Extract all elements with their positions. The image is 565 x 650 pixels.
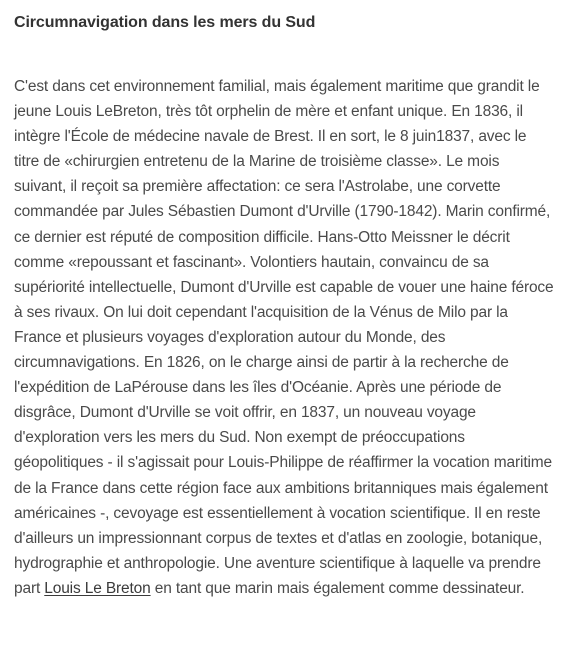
article-title: Circumnavigation dans les mers du Sud	[14, 14, 316, 31]
paragraph-text-after-link: en tant que marin mais également comme dessinateur.	[150, 579, 525, 597]
article	[14, 10, 555, 601]
article-paragraph	[14, 74, 555, 601]
paragraph-text-before-link: C'est dans cet environnement familial, mais également maritime que grandit le jeune Louis LeBreton, très tôt orphelin de mère et enfant unique. En 1836, il intègre l'École de médecine navale de Brest. Il en sort, le 8 juin1837, avec le titre de «chirurgien entretenu de la Marine de troisième classe». Le mois suivant, il reçoit sa première affectation: ce sera l'Astrolabe, une corvette commandée par Jules Sébastien Dumont d'Urville (1790-1842). Marin confirmé, ce dernier est réputé de composition difficile. Hans-Otto Meissner le décrit comme «repoussant et fascinant». Volontiers hautain, convaincu de sa supériorité intellectuelle, Dumont d'Urville est capable de vouer une haine féroce à ses rivaux. On lui doit cependant l'acquisition de la Vénus de Milo par la France et plusieurs voyages d'exploration autour du Monde, des circumnavigations. En 1826, on le charge ainsi de partir à la recherche de l'expédition de LaPérouse dans les îles d'Océanie. Après une période de disgrâce, Dumont d'Urville se voit offrir, en 1837, un nouveau voyage d'exploration vers les mers du Sud. Non exempt de préoccupations géopolitiques - il s'agissait pour Louis-Philippe de réaffirmer la vocation maritime de la France dans cette région face aux ambitions britanniques mais également américaines -, cevoyage est essentiellement à vocation scientifique. Il en reste d'ailleurs un impressionnant corpus de textes et d'atlas en zoologie, botanique, hydrographie et anthropologie. Une aventure scientifique à laquelle va prendre part	[14, 78, 554, 597]
louis-le-breton-link[interactable]: Louis Le Breton	[44, 579, 151, 597]
